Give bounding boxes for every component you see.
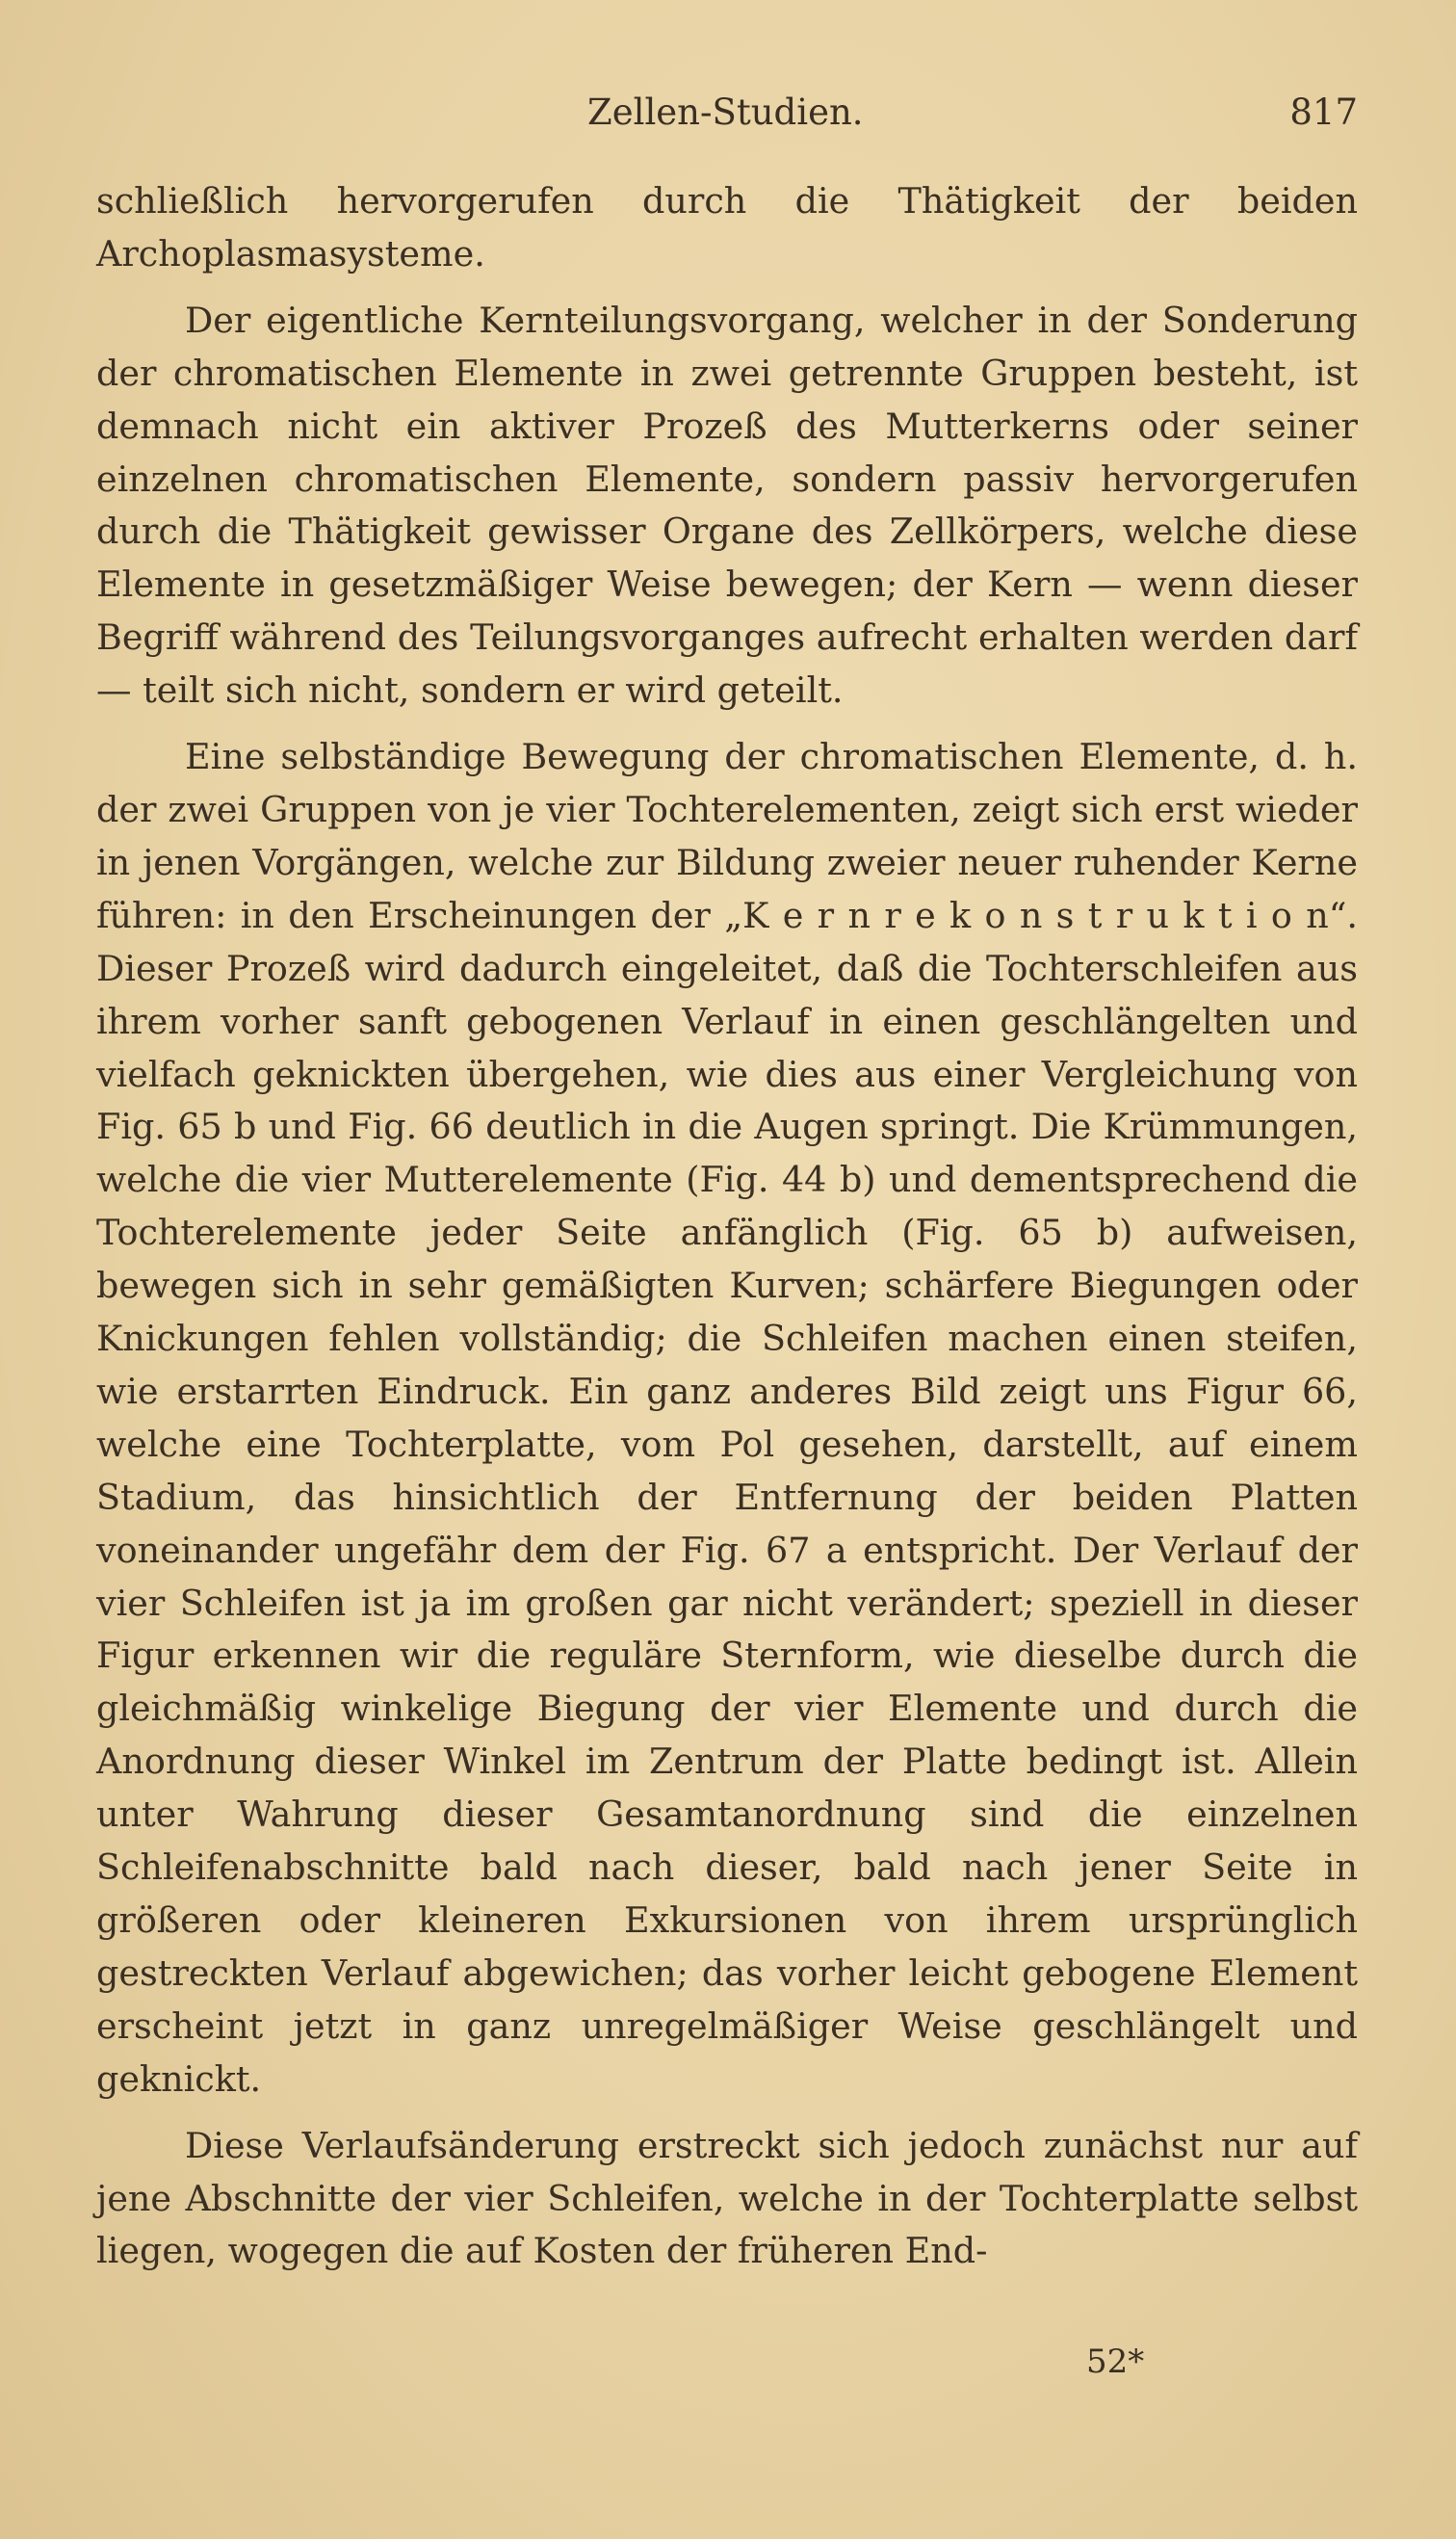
running-title: Zellen-Studien.	[587, 92, 864, 133]
paragraph-1: schließlich hervorgerufen durch die Thätigkeit der beiden Archoplasmasysteme.	[96, 180, 1358, 275]
paragraph-4: Diese Verlaufsänderung erstreckt sich jedoch zunächst nur auf jene Abschnitte der vier Schleifen, welche in der Tochterplatte selbst liegen, wogegen die auf Kosten der früheren End-	[96, 2124, 1358, 2272]
paragraph-2: Der eigentliche Kernteilungsvorgang, welcher in der Sonderung der chromatischen Elemente in zwei getrennte Gruppen besteht, ist demnach nicht ein aktiver Prozeß des Mutterkerns oder seiner einzelnen chromatischen Elemente, sondern passiv hervorgerufen durch die Thätigkeit gewisser Organe des Zellkörpers, welche diese Elemente in gesetzmäßiger Weise bewegen; der Kern — wenn dieser Begriff während des Teilungsvorganges aufrecht erhalten werden darf — teilt sich nicht, sondern er wird geteilt.	[96, 299, 1358, 712]
body-text	[96, 175, 1358, 2278]
running-head	[96, 92, 1358, 149]
page-number: 817	[1289, 92, 1358, 133]
sheet-signature: 52*	[1086, 2343, 1145, 2381]
paragraph-3: Eine selbständige Bewegung der chromatischen Elemente, d. h. der zwei Gruppen von je vier Tochterelementen, zeigt sich erst wieder in jenen Vorgängen, welche zur Bildung zweier neuer ruhender Kerne führen: in den Erscheinungen der „K e r n r e k o n s t r u k t i o n“. Dieser Prozeß wird dadurch eingeleitet, daß die Tochterschleifen aus ihrem vorher sanft gebogenen Verlauf in einen geschlängelten und vielfach geknickten übergehen, wie dies aus einer Vergleichung von Fig. 65 b und Fig. 66 deutlich in die Augen springt. Die Krümmungen, welche die vier Mutterelemente (Fig. 44 b) und dementsprechend die Tochterelemente jeder Seite anfänglich (Fig. 65 b) aufweisen, bewegen sich in sehr gemäßigten Kurven; schärfere Biegungen oder Knickungen fehlen vollständig; die Schleifen machen einen steifen, wie erstarrten Eindruck. Ein ganz anderes Bild zeigt uns Figur 66, welche eine Tochterplatte, vom Pol gesehen, darstellt, auf einem Stadium, das hinsichtlich der Entfernung der beiden Platten voneinander ungefähr dem der Fig. 67 a entspricht. Der Verlauf der vier Schleifen ist ja im großen gar nicht verändert; speziell in dieser Figur erkennen wir die reguläre Sternform, wie dieselbe durch die gleichmäßig winkelige Biegung der vier Elemente und durch die Anordnung dieser Winkel im Zentrum der Platte bedingt ist. Allein unter Wahrung dieser Gesamtanordnung sind die einzelnen Schleifenabschnitte bald nach dieser, bald nach jener Seite in größeren oder kleineren Exkursionen von ihrem ursprünglich gestreckten Verlauf abgewichen; das vorher leicht gebogene Element erscheint jetzt in ganz unregelmäßiger Weise geschlängelt und geknickt.	[96, 736, 1358, 2100]
